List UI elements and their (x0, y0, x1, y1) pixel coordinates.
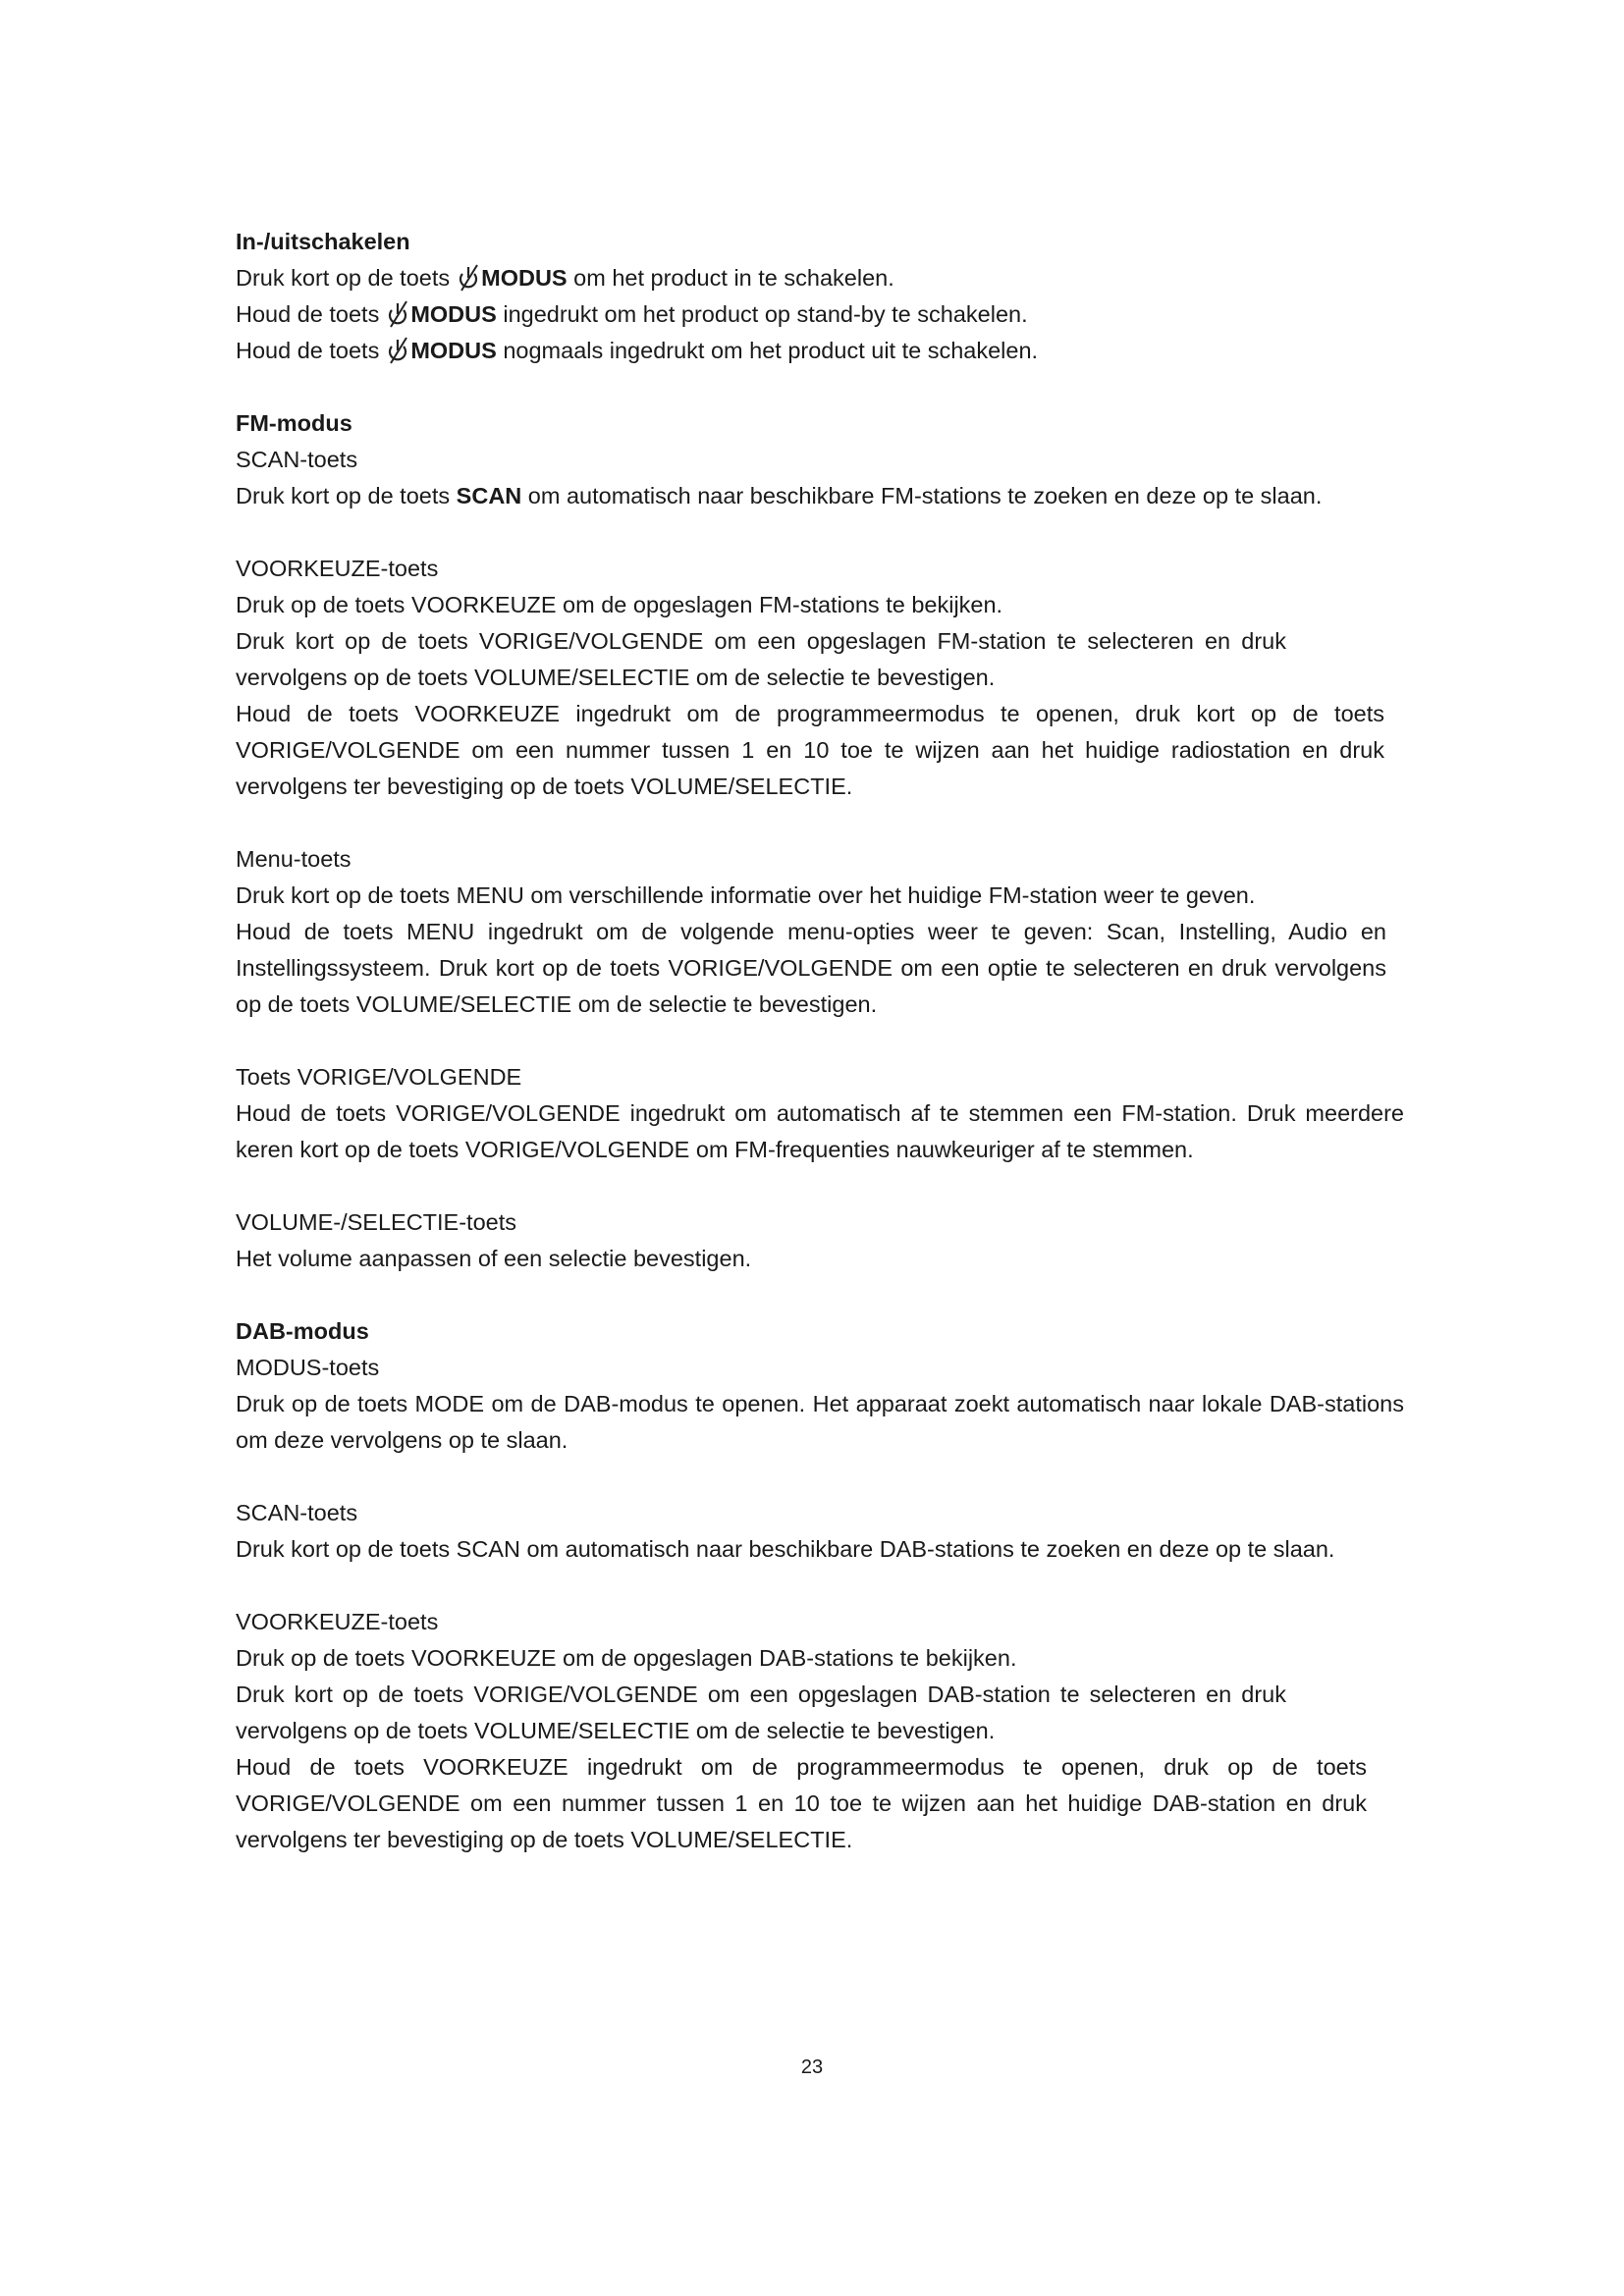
fm-scan-pre: Druk kort op de toets (236, 483, 457, 508)
power-line-on-pre: Druk kort op de toets (236, 265, 451, 291)
dab-mode-text: Druk op de toets MODE om de DAB-modus te openen. Het apparaat zoekt automatisch naar lokale DAB-stations om deze vervolgens op te slaan. (236, 1391, 1404, 1453)
power-line-on (236, 260, 1414, 296)
fm-heading: FM-modus (236, 410, 352, 436)
dab-scan-title: SCAN-toets (236, 1500, 358, 1525)
dab-preset-section (236, 1604, 1414, 1858)
power-line-off-key: MODUS (410, 338, 497, 363)
power-icon (385, 335, 410, 364)
fm-scan-section (236, 405, 1414, 514)
fm-scan-title: SCAN-toets (236, 447, 358, 472)
fm-preset-section (236, 551, 1414, 805)
fm-preset-text-2: Druk kort op de toets VORIGE/VOLGENDE om een opgeslagen FM-station te selecteren en druk vervolgens op de toets VOLUME/SELECTIE om de selectie te bevestigen. (236, 628, 1286, 690)
power-icon (385, 298, 410, 328)
fm-scan-post: om automatisch naar beschikbare FM-stations te zoeken en deze op te slaan. (521, 483, 1323, 508)
dab-mode-title: MODUS-toets (236, 1355, 380, 1380)
power-heading: In-/uitschakelen (236, 229, 410, 254)
page-number: 23 (800, 2056, 824, 2078)
fm-scan-key: SCAN (456, 483, 522, 508)
dab-scan-section (236, 1495, 1414, 1568)
fm-preset-text-1: Druk op de toets VOORKEUZE om de opgeslagen FM-stations te bekijken. (236, 592, 1003, 617)
power-line-standby-key: MODUS (410, 301, 497, 327)
fm-menu-text-2: Houd de toets MENU ingedrukt om de volgende menu-opties weer te geven: Scan, Instelling, Audio en Instellingssysteem. Druk kort op de toets VORIGE/VOLGENDE om een optie te selecteren en druk vervolgens op de toets VOLUME/SELECTIE om de selectie te bevestigen. (236, 919, 1386, 1017)
power-line-on-key: MODUS (481, 265, 568, 291)
fm-preset-title: VOORKEUZE-toets (236, 556, 439, 581)
fm-menu-text-1: Druk kort op de toets MENU om verschillende informatie over het huidige FM-station weer te geven. (236, 882, 1256, 908)
dab-scan-text: Druk kort op de toets SCAN om automatisch naar beschikbare DAB-stations te zoeken en deze op te slaan. (236, 1536, 1335, 1562)
power-line-standby-post: ingedrukt om het product op stand-by te schakelen. (496, 301, 1028, 327)
power-line-on-post: om het product in te schakelen. (567, 265, 894, 291)
fm-scan-text (236, 478, 1414, 514)
power-section (236, 224, 1414, 369)
fm-prevnext-section (236, 1059, 1414, 1168)
dab-mode-section (236, 1313, 1414, 1459)
fm-volume-text: Het volume aanpassen of een selectie bevestigen. (236, 1246, 752, 1271)
power-line-standby (236, 296, 1414, 333)
dab-preset-text-2: Druk kort op de toets VORIGE/VOLGENDE om een opgeslagen DAB-station te selecteren en druk vervolgens op de toets VOLUME/SELECTIE om de selectie te bevestigen. (236, 1682, 1286, 1743)
fm-preset-text-3: Houd de toets VOORKEUZE ingedrukt om de programmeermodus te openen, druk kort op de toets VORIGE/VOLGENDE om een nummer tussen 1 en 10 toe te wijzen aan het huidige radiostation en druk vervolgens ter bevestiging op de toets VOLUME/SELECTIE. (236, 701, 1384, 799)
fm-menu-section (236, 841, 1414, 1023)
fm-volume-section (236, 1204, 1414, 1277)
fm-prevnext-title: Toets VORIGE/VOLGENDE (236, 1064, 522, 1090)
fm-menu-title: Menu-toets (236, 846, 352, 872)
dab-preset-title: VOORKEUZE-toets (236, 1609, 439, 1634)
power-line-off (236, 333, 1414, 369)
power-icon (456, 262, 481, 292)
dab-heading: DAB-modus (236, 1318, 369, 1344)
fm-prevnext-text: Houd de toets VORIGE/VOLGENDE ingedrukt om automatisch af te stemmen een FM-station. Druk meerdere keren kort op de toets VORIGE/VOLGENDE om FM-frequenties nauwkeuriger af te stemmen. (236, 1100, 1404, 1162)
power-line-off-pre: Houd de toets (236, 338, 380, 363)
dab-preset-text-1: Druk op de toets VOORKEUZE om de opgeslagen DAB-stations te bekijken. (236, 1645, 1017, 1671)
power-line-off-post: nogmaals ingedrukt om het product uit te schakelen. (496, 338, 1039, 363)
power-line-standby-pre: Houd de toets (236, 301, 380, 327)
dab-preset-text-3: Houd de toets VOORKEUZE ingedrukt om de programmeermodus te openen, druk op de toets VORIGE/VOLGENDE om een nummer tussen 1 en 10 toe te wijzen aan het huidige DAB-station en druk vervolgens ter bevestiging op de toets VOLUME/SELECTIE. (236, 1754, 1367, 1852)
fm-volume-title: VOLUME-/SELECTIE-toets (236, 1209, 516, 1235)
page-content (236, 224, 1414, 1895)
